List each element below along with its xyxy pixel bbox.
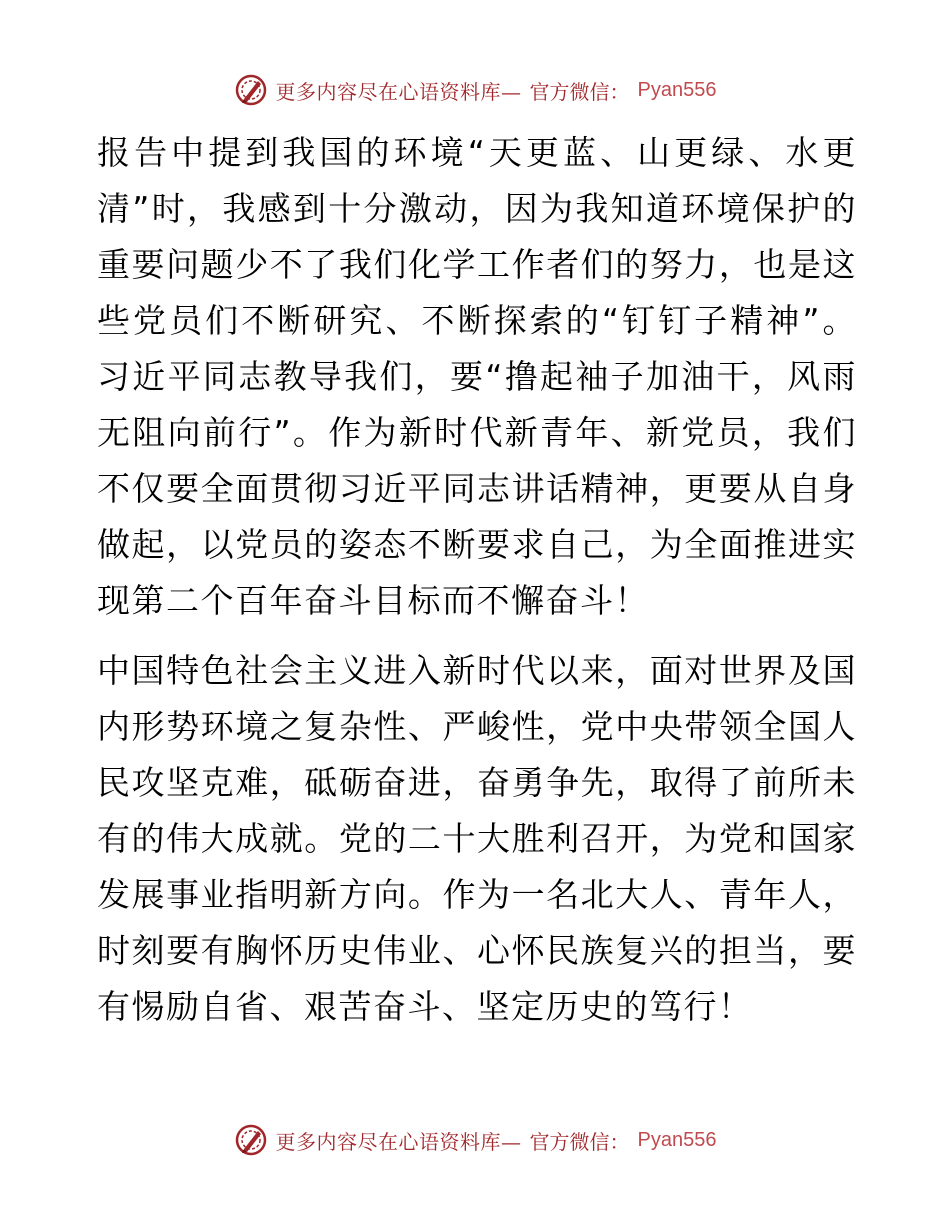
footer-banner — [0, 1120, 950, 1160]
banner-contact-label: 官方微信： — [529, 1129, 630, 1154]
banner-contact-label: 官方微信： — [529, 79, 630, 104]
paragraph-1: 报告中提到我国的环境“天更蓝、山更绿、水更清”时，我感到十分激动，因为我知道环境保护的重要问题少不了我们化学工作者们的努力，也是这些党员们不断研究、不断探索的“钉钉子精神”。习近平同志教导我们，要“撸起袖子加油干，风雨无阻向前行”。作为新时代新青年、新党员，我们不仅要全面贯彻习近平同志讲话精神，更要从自身做起，以党员的姿态不断要求自己，为全面推进实现第二个百年奋斗目标而不懈奋斗！ — [97, 133, 857, 620]
banner-text: 更多内容尽在心语资料库— — [275, 79, 522, 104]
pen-nib-logo-icon — [234, 1123, 268, 1157]
document-body — [97, 125, 857, 1035]
banner-contact-id: Pyan556 — [637, 1128, 717, 1151]
header-banner — [0, 70, 950, 110]
paragraph-2: 中国特色社会主义进入新时代以来，面对世界及国内形势环境之复杂性、严峻性，党中央带领全国人民攻坚克难，砥砺奋进，奋勇争先，取得了前所未有的伟大成就。党的二十大胜利召开，为党和国家发展事业指明新方向。作为一名北大人、青年人，时刻要有胸怀历史伟业、心怀民族复兴的担当，要有惕励自省、艰苦奋斗、坚定历史的笃行！ — [97, 651, 857, 1026]
banner-contact-id: Pyan556 — [637, 78, 717, 101]
banner-text: 更多内容尽在心语资料库— — [275, 1129, 522, 1154]
pen-nib-logo-icon — [234, 73, 268, 107]
